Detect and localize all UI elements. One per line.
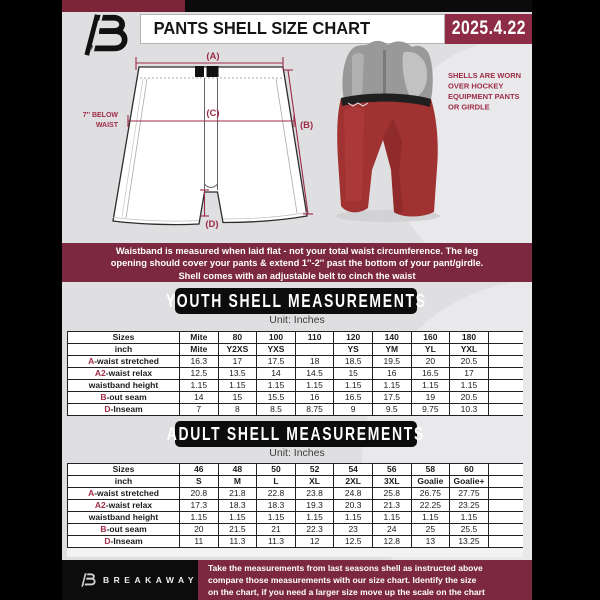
table-cell: Goalie+: [450, 476, 489, 487]
table-filler-cell: [489, 488, 523, 499]
table-filler-cell: [489, 536, 523, 547]
table-cell: YM: [373, 344, 412, 355]
table-row: [67, 488, 523, 500]
row-label: A2-waist relax: [67, 500, 180, 511]
table-cell: 15.5: [257, 392, 296, 403]
adult-unit-label: Unit: Inches: [269, 447, 325, 459]
table-cell: 7: [180, 404, 219, 415]
table-cell: 25.5: [450, 524, 489, 535]
table-row: [67, 524, 523, 536]
table-row: [67, 356, 523, 368]
info-banner: [62, 243, 532, 282]
table-cell: 52: [296, 464, 335, 475]
table-cell: 12.5: [334, 536, 373, 547]
table-cell: 19.5: [373, 356, 412, 367]
table-cell: 21.3: [373, 500, 412, 511]
top-accent-bar-maroon: [62, 0, 185, 12]
table-cell: 25: [412, 524, 451, 535]
table-cell: 14: [257, 368, 296, 379]
table-cell: 23.8: [296, 488, 335, 499]
table-cell: Y2XS: [219, 344, 258, 355]
table-cell: 1.15: [257, 380, 296, 391]
table-cell: 180: [450, 332, 489, 343]
row-label: Sizes: [67, 332, 180, 343]
youth-section-heading: [165, 288, 427, 314]
table-row: [67, 536, 523, 548]
table-cell: 15: [334, 368, 373, 379]
footer-line: on the chart, if you need a larger size move up the scale on the chart: [208, 587, 485, 598]
table-cell: XL: [296, 476, 335, 487]
table-cell: L: [257, 476, 296, 487]
label-a: (A): [206, 51, 220, 62]
banner-line: Shell comes with an adjustable belt to cinch the waist: [178, 270, 416, 281]
table-cell: 2XL: [334, 476, 373, 487]
footer-instructions: [198, 560, 532, 600]
table-cell: 16.5: [334, 392, 373, 403]
table-cell: 12.5: [180, 368, 219, 379]
table-cell: 18.3: [219, 500, 258, 511]
table-cell: 21.8: [219, 488, 258, 499]
table-cell: 20: [412, 356, 451, 367]
adult-section-heading: [166, 421, 426, 447]
table-cell: 25.8: [373, 488, 412, 499]
table-cell: 8.75: [296, 404, 335, 415]
table-cell: YXL: [450, 344, 489, 355]
shell-note: [448, 71, 521, 112]
table-cell: 46: [180, 464, 219, 475]
table-cell: 54: [334, 464, 373, 475]
table-cell: 14: [180, 392, 219, 403]
table-row: [67, 380, 523, 392]
table-filler-cell: [489, 344, 523, 355]
row-label: D-Inseam: [67, 404, 180, 415]
table-cell: 17.5: [373, 392, 412, 403]
table-cell: 9.5: [373, 404, 412, 415]
shell-photo: [336, 41, 440, 222]
belt-buckle: [207, 66, 219, 77]
table-row: [67, 392, 523, 404]
divider-strip: [67, 548, 523, 557]
svg-text:EQUIPMENT PANTS: EQUIPMENT PANTS: [448, 92, 520, 101]
table-row: [67, 500, 523, 512]
table-cell: YXS: [257, 344, 296, 355]
table-cell: 1.15: [180, 380, 219, 391]
table-cell: 58: [412, 464, 451, 475]
waist-note-line1: 7'' BELOW: [82, 112, 118, 119]
table-filler-cell: [489, 476, 523, 487]
table-cell: 18.5: [334, 356, 373, 367]
table-cell: 110: [296, 332, 335, 343]
table-filler-cell: [489, 464, 523, 475]
table-filler-cell: [489, 356, 523, 367]
table-cell: 1.15: [334, 380, 373, 391]
pants-outline: [113, 66, 307, 225]
table-cell: 9.75: [412, 404, 451, 415]
table-cell: 1.15: [373, 380, 412, 391]
table-cell: 27.75: [450, 488, 489, 499]
table-cell: YS: [334, 344, 373, 355]
table-cell: 12.8: [373, 536, 412, 547]
date-text: 2025.4.22: [451, 18, 526, 39]
size-chart-page: [62, 0, 532, 600]
table-cell: 14.5: [296, 368, 335, 379]
table-cell: 60: [450, 464, 489, 475]
table-cell: 1.15: [450, 512, 489, 523]
table-cell: 23.25: [450, 500, 489, 511]
table-row: [67, 332, 523, 344]
table-row: [67, 464, 523, 476]
footer-brand-text: BREAKAWAY: [103, 575, 198, 585]
table-cell: 1.15: [219, 512, 258, 523]
table-cell: 16: [373, 368, 412, 379]
table-cell: 26.75: [412, 488, 451, 499]
table-cell: 9: [334, 404, 373, 415]
youth-measurements-table: [67, 331, 523, 416]
banner-line: Waistband is measured when laid flat - not your total waist circumference. The leg: [115, 246, 479, 256]
table-filler-cell: [489, 404, 523, 415]
table-cell: 1.15: [412, 380, 451, 391]
table-row: [67, 476, 523, 488]
table-cell: M: [219, 476, 258, 487]
table-cell: 21.5: [219, 524, 258, 535]
table-cell: Mite: [180, 332, 219, 343]
footer-brand-panel: [62, 560, 198, 600]
table-cell: 19: [412, 392, 451, 403]
table-cell: 11.3: [219, 536, 258, 547]
svg-text:OVER HOCKEY: OVER HOCKEY: [448, 81, 504, 91]
table-cell: 1.15: [296, 512, 335, 523]
table-row: [67, 512, 523, 524]
svg-text:OR GIRDLE: OR GIRDLE: [448, 102, 490, 112]
table-cell: 20.8: [180, 488, 219, 499]
table-cell: Goalie: [412, 476, 451, 487]
table-cell: 80: [219, 332, 258, 343]
table-cell: YL: [412, 344, 451, 355]
table-cell: [296, 344, 335, 355]
table-cell: 100: [257, 332, 296, 343]
row-label: waistband height: [67, 512, 180, 523]
adult-measurements-table: [67, 463, 523, 548]
table-cell: 1.15: [219, 380, 258, 391]
table-cell: 12: [296, 536, 335, 547]
top-accent-bar-black: [185, 0, 532, 12]
table-cell: 140: [373, 332, 412, 343]
label-d: (D): [205, 219, 219, 230]
table-cell: 22.8: [257, 488, 296, 499]
table-cell: 22.25: [412, 500, 451, 511]
table-cell: 8.5: [257, 404, 296, 415]
table-cell: 21: [257, 524, 296, 535]
table-cell: 16.5: [412, 368, 451, 379]
pants-measurement-diagram: [62, 12, 532, 242]
footer-line: compare those measurements with our size chart. Identify the size: [208, 575, 477, 586]
svg-text:SHELLS ARE WORN: SHELLS ARE WORN: [448, 71, 522, 80]
row-label: D-Inseam: [67, 536, 180, 547]
youth-unit-label: Unit: Inches: [269, 314, 325, 326]
row-label: B-out seam: [67, 392, 180, 403]
table-cell: 48: [219, 464, 258, 475]
table-cell: 17: [219, 356, 258, 367]
table-cell: 17: [450, 368, 489, 379]
table-cell: 11: [180, 536, 219, 547]
table-cell: 10.3: [450, 404, 489, 415]
table-filler-cell: [489, 500, 523, 511]
table-cell: 16: [296, 392, 335, 403]
table-cell: 20.5: [450, 356, 489, 367]
table-cell: 1.15: [373, 512, 412, 523]
table-cell: 17.3: [180, 500, 219, 511]
row-label: A-waist stretched: [67, 356, 180, 367]
table-filler-cell: [489, 380, 523, 391]
table-cell: 11.3: [257, 536, 296, 547]
breakaway-logo-icon: [78, 566, 97, 594]
table-cell: 8: [219, 404, 258, 415]
label-b: (B): [300, 120, 314, 131]
table-filler-cell: [489, 512, 523, 523]
table-cell: 24: [373, 524, 412, 535]
table-filler-cell: [489, 392, 523, 403]
banner-line: opening should cover your pants & extend 1''-2'' past the bottom of your pant/girdle.: [110, 258, 484, 269]
table-cell: 160: [412, 332, 451, 343]
table-cell: 20.3: [334, 500, 373, 511]
row-label: A-waist stretched: [67, 488, 180, 499]
table-cell: S: [180, 476, 219, 487]
page-title: PANTS SHELL SIZE CHART: [153, 18, 371, 39]
table-cell: 13.5: [219, 368, 258, 379]
belt-buckle: [195, 66, 204, 77]
table-cell: 20: [180, 524, 219, 535]
table-cell: 1.15: [412, 512, 451, 523]
adult-heading-text: ADULT SHELL MEASUREMENTS: [166, 423, 426, 445]
table-cell: 56: [373, 464, 412, 475]
row-label: B-out seam: [67, 524, 180, 535]
table-row: [67, 368, 523, 380]
table-cell: 1.15: [334, 512, 373, 523]
row-label: A2-waist relax: [67, 368, 180, 379]
row-label: inch: [67, 344, 180, 355]
table-cell: 18: [296, 356, 335, 367]
table-cell: 3XL: [373, 476, 412, 487]
table-cell: 1.15: [296, 380, 335, 391]
table-cell: 1.15: [180, 512, 219, 523]
table-cell: 18.3: [257, 500, 296, 511]
table-filler-cell: [489, 368, 523, 379]
table-cell: 23: [334, 524, 373, 535]
row-label: inch: [67, 476, 180, 487]
table-cell: 1.15: [450, 380, 489, 391]
footer-line: Take the measurements from last seasons shell as instructed above: [208, 563, 483, 573]
table-row: [67, 404, 523, 416]
table-cell: Mite: [180, 344, 219, 355]
table-cell: 16.3: [180, 356, 219, 367]
label-c: (C): [206, 108, 220, 119]
table-filler-cell: [489, 524, 523, 535]
table-cell: 22.3: [296, 524, 335, 535]
table-cell: 1.15: [257, 512, 296, 523]
table-cell: 17.5: [257, 356, 296, 367]
youth-heading-text: YOUTH SHELL MEASUREMENTS: [165, 290, 427, 312]
table-cell: 13: [412, 536, 451, 547]
table-cell: 20.5: [450, 392, 489, 403]
table-row: [67, 344, 523, 356]
table-cell: 120: [334, 332, 373, 343]
table-cell: 15: [219, 392, 258, 403]
table-cell: 24.8: [334, 488, 373, 499]
row-label: Sizes: [67, 464, 180, 475]
waist-note-line2: WAIST: [95, 122, 118, 129]
table-filler-cell: [489, 332, 523, 343]
table-cell: 13.25: [450, 536, 489, 547]
row-label: waistband height: [67, 380, 180, 391]
table-cell: 19.3: [296, 500, 335, 511]
table-cell: 50: [257, 464, 296, 475]
